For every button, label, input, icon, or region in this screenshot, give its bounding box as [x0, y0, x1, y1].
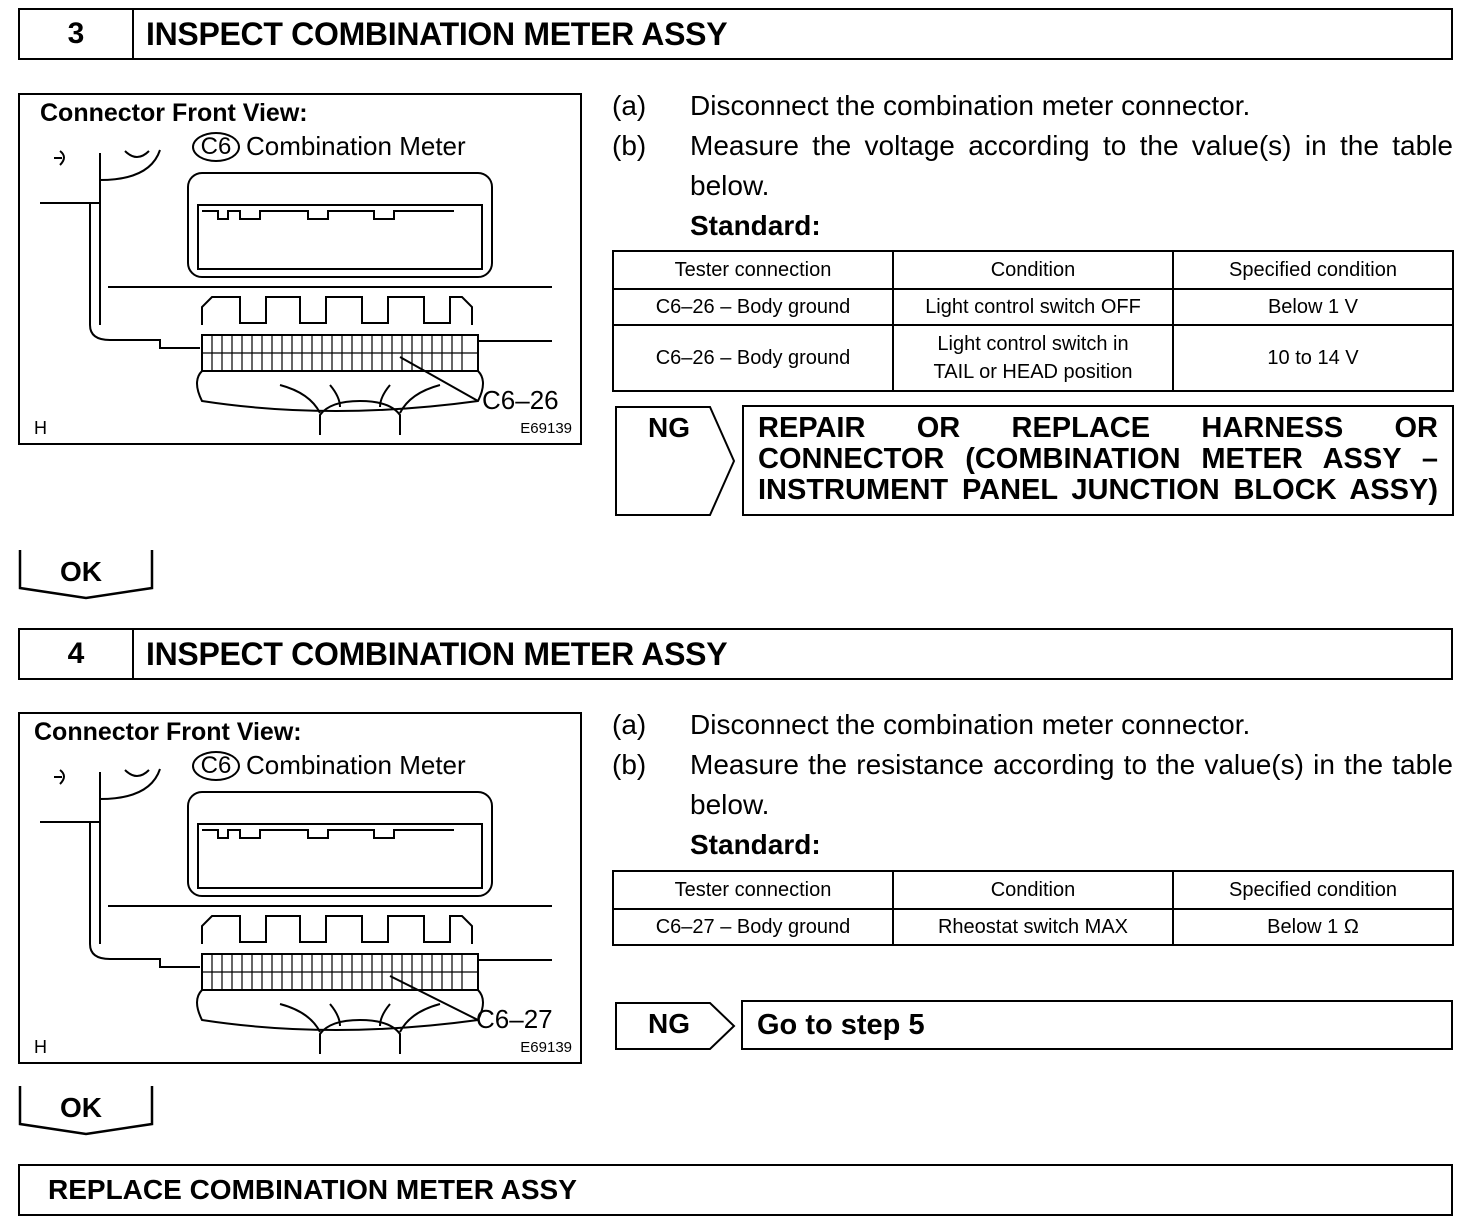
instruction-text: Disconnect the combination meter connector. [690, 709, 1251, 740]
ng-action-box [742, 405, 1454, 516]
figure-heading: Connector Front View: [34, 718, 302, 746]
figure-connector-label [192, 131, 466, 162]
table-row [613, 325, 1453, 391]
final-action-text: REPLACE COMBINATION METER ASSY [48, 1174, 577, 1205]
instruction-text: Measure the resistance according to the value(s) in the table below. [690, 749, 1453, 820]
step-3-instructions [612, 86, 1457, 246]
condition-line: TAIL or HEAD position [933, 361, 1133, 383]
pin-label: C6–26 [482, 385, 559, 415]
specified-condition: Below 1 V [1173, 289, 1453, 325]
step-number: 4 [20, 630, 134, 678]
ng-action-line: CONNECTOR (COMBINATION METER ASSY – [758, 443, 1438, 475]
table-header: Specified condition [1173, 871, 1453, 909]
connector-name: Combination Meter [246, 131, 466, 161]
ng-label: NG [648, 412, 690, 443]
table-header: Tester connection [613, 251, 893, 289]
instruction-item [612, 86, 1457, 126]
figure-code: E69139 [520, 420, 572, 437]
ng-action-line: REPAIR OR REPLACE HARNESS OR [758, 412, 1438, 444]
table-header: Tester connection [613, 871, 893, 909]
condition: Rheostat switch MAX [893, 909, 1173, 945]
instruction-item [612, 705, 1457, 745]
ng-action-box [741, 1000, 1453, 1050]
condition: Light control switch OFF [893, 289, 1173, 325]
ok-label: OK [60, 1092, 102, 1123]
figure-connector-label [192, 750, 466, 781]
specified-condition: Below 1 Ω [1173, 909, 1453, 945]
table-row [613, 909, 1453, 945]
spec-table [612, 250, 1454, 392]
final-action-box [18, 1164, 1453, 1216]
instruction-item [612, 745, 1457, 825]
connector-name: Combination Meter [246, 750, 466, 780]
connector-figure [18, 712, 582, 1064]
table-row [613, 289, 1453, 325]
step-3-header [18, 8, 1453, 60]
instruction-marker: (b) [612, 749, 647, 780]
specified-condition: 10 to 14 V [1173, 325, 1453, 391]
connector-id: C6 [192, 751, 240, 781]
tester-connection: C6–26 – Body ground [613, 325, 893, 391]
step-title: INSPECT COMBINATION METER ASSY [146, 15, 728, 52]
pin-label: C6–27 [476, 1004, 553, 1034]
standard-label: Standard: [690, 829, 821, 860]
ok-label: OK [60, 556, 102, 587]
spec-table [612, 870, 1454, 946]
table-header: Specified condition [1173, 251, 1453, 289]
figure-corner-letter: H [34, 1037, 47, 1057]
condition [893, 325, 1173, 391]
figure-code: E69139 [520, 1039, 572, 1056]
table-header: Condition [893, 251, 1173, 289]
tester-connection: C6–26 – Body ground [613, 289, 893, 325]
step-title: INSPECT COMBINATION METER ASSY [146, 635, 728, 672]
instruction-text: Measure the voltage according to the value(s) in the table below. [690, 130, 1453, 201]
instruction-marker: (a) [612, 709, 647, 740]
instruction-item [612, 126, 1457, 206]
figure-heading: Connector Front View: [40, 99, 308, 127]
condition-line: Light control switch in [937, 333, 1129, 355]
step-4-header [18, 628, 1453, 680]
standard-label: Standard: [690, 210, 821, 241]
instruction-marker: (b) [612, 130, 647, 161]
connector-figure [18, 93, 582, 445]
table-header: Condition [893, 871, 1173, 909]
instruction-text: Disconnect the combination meter connector. [690, 90, 1251, 121]
tester-connection: C6–27 – Body ground [613, 909, 893, 945]
ng-action-text: Go to step 5 [757, 1008, 925, 1041]
figure-corner-letter: H [34, 418, 47, 438]
connector-id: C6 [192, 132, 240, 162]
ng-action-line: INSTRUMENT PANEL JUNCTION BLOCK ASSY) [758, 474, 1438, 506]
step-4-instructions [612, 705, 1457, 865]
ng-label: NG [648, 1008, 690, 1039]
instruction-marker: (a) [612, 90, 647, 121]
step-number: 3 [20, 10, 134, 58]
